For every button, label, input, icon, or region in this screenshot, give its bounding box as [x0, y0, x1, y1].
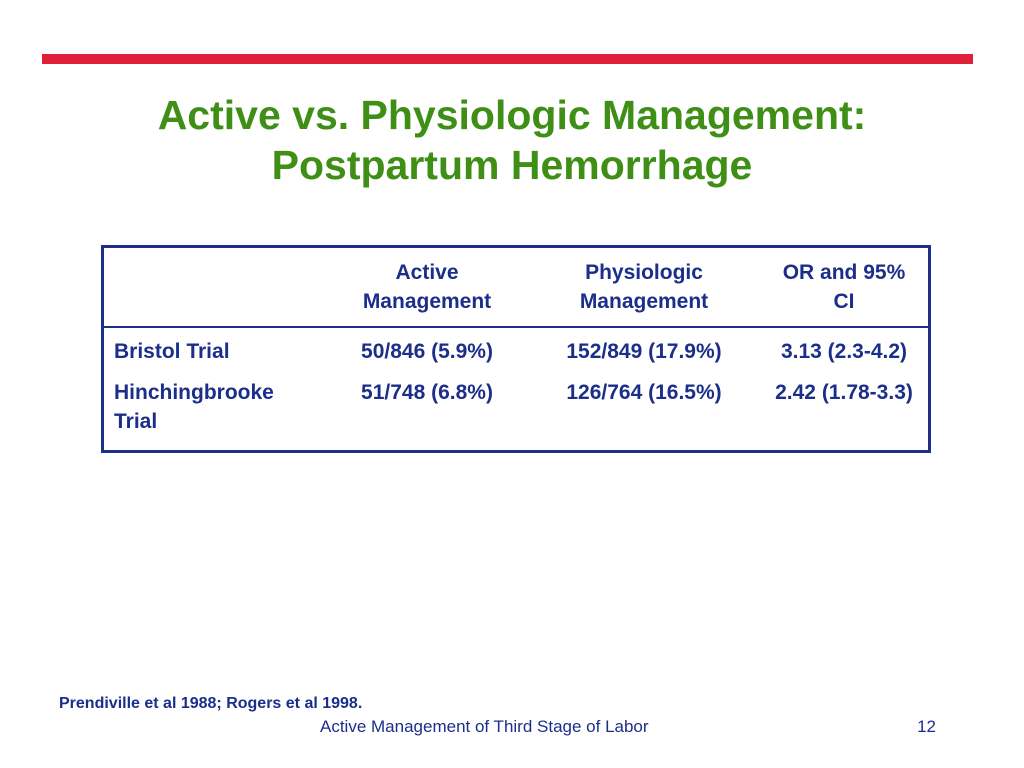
slide-title-line-2: Postpartum Hemorrhage: [271, 142, 753, 188]
cell-active-hinchingbrooke: 51/748 (6.8%): [361, 380, 493, 404]
cell-or-ci-hinchingbrooke: 2.42 (1.78-3.3): [775, 380, 913, 404]
cell-or-ci-bristol: 3.13 (2.3-4.2): [780, 340, 908, 363]
row-label-hinchingbrooke-trial: [103, 372, 327, 452]
footer-presentation-title: Active Management of Third Stage of Labor: [320, 717, 649, 736]
slide-title-line-1: Active vs. Physiologic Management:: [157, 92, 867, 138]
header-or-line-2: CI: [833, 290, 855, 313]
header-active-line-1: Active: [395, 261, 459, 284]
header-physiologic-line-1: Physiologic: [585, 261, 703, 284]
table-header-row: [103, 247, 930, 328]
citation-text: Prendiville et al 1988; Rogers et al 1998.: [59, 695, 363, 712]
row-label-bristol-trial: Bristol Trial: [114, 340, 230, 363]
row-label-line-2: Trial: [114, 409, 158, 433]
cell-physiologic-hinchingbrooke: 126/764 (16.5%): [566, 380, 722, 404]
header-cell-active-management: [326, 247, 528, 328]
header-cell-empty: [103, 247, 327, 328]
cell-physiologic-bristol: 152/849 (17.9%): [566, 340, 722, 363]
page-number: 12: [917, 717, 936, 736]
row-label-line-1: Hinchingbrooke: [114, 380, 274, 404]
header-physiologic-line-2: Management: [579, 290, 709, 313]
header-or-line-1: OR and 95%: [782, 261, 906, 284]
header-active-line-2: Management: [362, 290, 492, 313]
table-row: [103, 327, 930, 372]
slide-title: [62, 90, 962, 190]
top-accent-rule: [42, 54, 973, 64]
header-cell-or-ci: [760, 247, 930, 328]
table-row: [103, 372, 930, 452]
header-cell-physiologic-management: [528, 247, 760, 328]
trial-results-table: [101, 245, 931, 453]
cell-active-bristol: 50/846 (5.9%): [361, 340, 493, 363]
